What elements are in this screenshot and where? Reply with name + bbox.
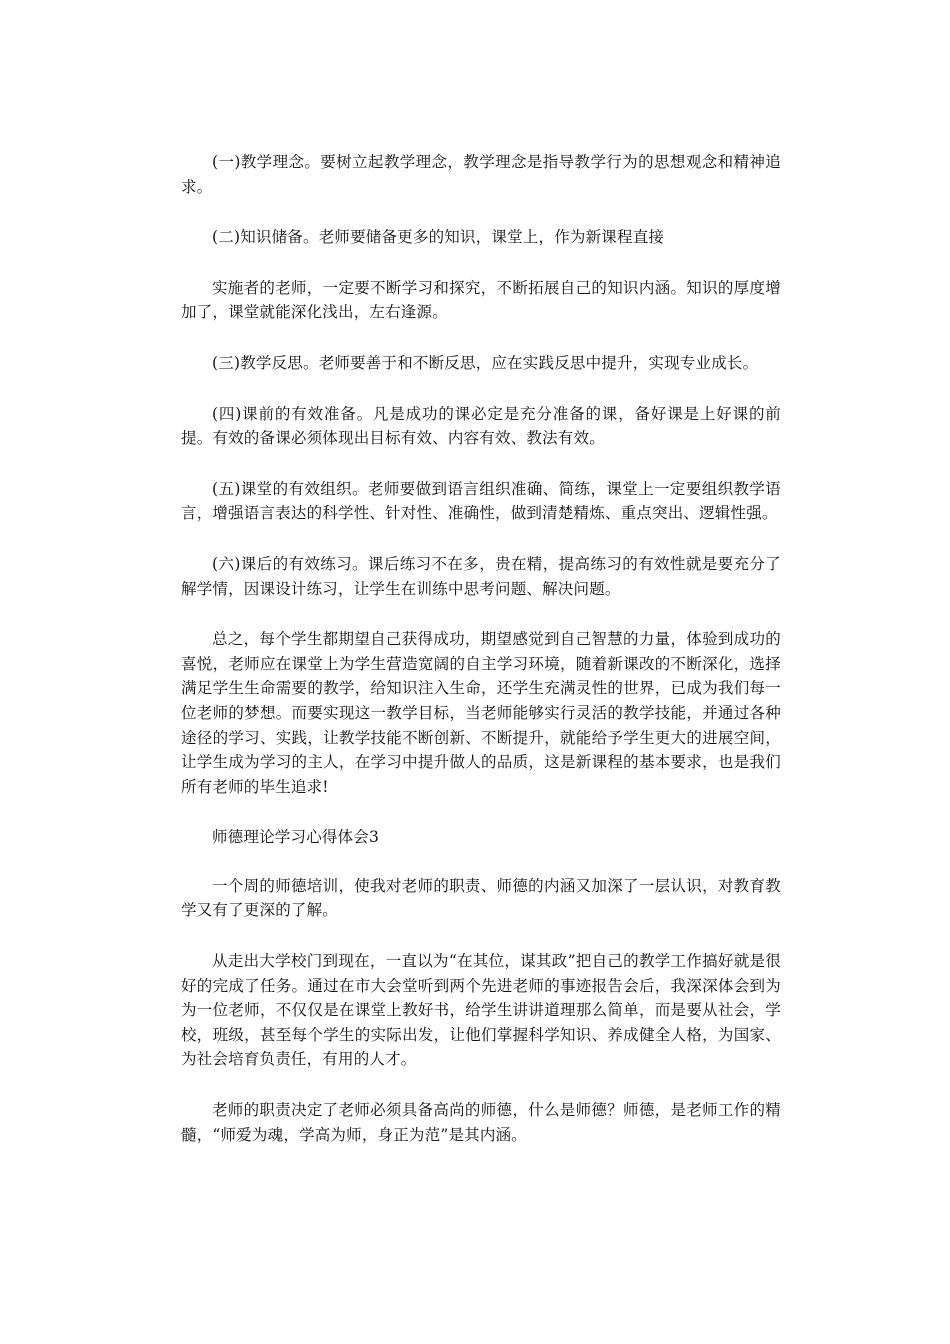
- paragraph-since-graduation: 从走出大学校门到现在，一直以为“在其位，谋其政”把自己的教学工作搞好就是很好的完成了任务。通过在市大会堂听到两个先进老师的事迹报告会后，我深深体会到为为一位老师，不仅仅是在课堂上教好书，给学生讲讲道理那么简单，而是要从社会，学校，班级，甚至每个学生的实际出发，让他们掌握科学知识、养成健全人格，为国家、为社会培育负责任，有用的人才。: [181, 952, 781, 1069]
- paragraph-after-class-practice: (六)课后的有效练习。课后练习不在多，贵在精，提高练习的有效性就是要充分了解学情，因课设计练习，让学生在训练中思考问题、解决问题。: [181, 554, 781, 598]
- section-heading: 师德理论学习心得体会3: [212, 828, 380, 847]
- document-body: [181, 150, 781, 1173]
- paragraph-training: 一个周的师德培训，使我对老师的职责、师德的内涵又加深了一层认识，对教育教学又有了更深的了解。: [181, 876, 781, 920]
- paragraph-summary: 总之，每个学生都期望自己获得成功，期望感觉到自己智慧的力量，体验到成功的喜悦，老师应在课堂上为学生营造宽阔的自主学习环境，随着新课改的不断深化，选择满足学生生命需要的教学，给知识注入生命，还学生充满灵性的世界，已成为我们每一位老师的梦想。而要实现这一教学目标，当老师能够实行灵活的教学技能，并通过各种途径的学习、实践，让教学技能不断创新、不断提升，就能给予学生更大的进展空间，让学生成为学习的主人，在学习中提升做人的品质，这是新课程的基本要求，也是我们所有老师的毕生追求!: [181, 630, 781, 796]
- paragraph-lesson-preparation: (四)课前的有效准备。凡是成功的课必定是充分准备的课，备好课是上好课的前提。有效的备课必须体现出目标有效、内容有效、教法有效。: [181, 404, 781, 448]
- paragraph-teacher-ethics: 老师的职责决定了老师必须具备高尚的师德，什么是师德？师德，是老师工作的精髓，“师爱为魂，学高为师，身正为范”是其内涵。: [181, 1101, 781, 1144]
- paragraph-classroom-organization: (五)课堂的有效组织。老师要做到语言组织准确、简练，课堂上一定要组织教学语言，增强语言表达的科学性、针对性、准确性，做到清楚精炼、重点突出、逻辑性强。: [181, 479, 781, 523]
- paragraph-teaching-philosophy: (一)教学理念。要树立起教学理念，教学理念是指导教学行为的思想观念和精神追求。: [181, 153, 781, 196]
- paragraph-knowledge-reserve: (二)知识储备。老师要储备更多的知识，课堂上，作为新课程直接: [212, 228, 665, 247]
- paragraph-teaching-reflection: (三)教学反思。老师要善于和不断反思，应在实践反思中提升，实现专业成长。: [212, 353, 759, 372]
- paragraph-knowledge-continued: 实施者的老师，一定要不断学习和探究，不断拓展自己的知识内涵。知识的厚度增加了，课堂就能深化浅出，左右逢源。: [181, 278, 781, 322]
